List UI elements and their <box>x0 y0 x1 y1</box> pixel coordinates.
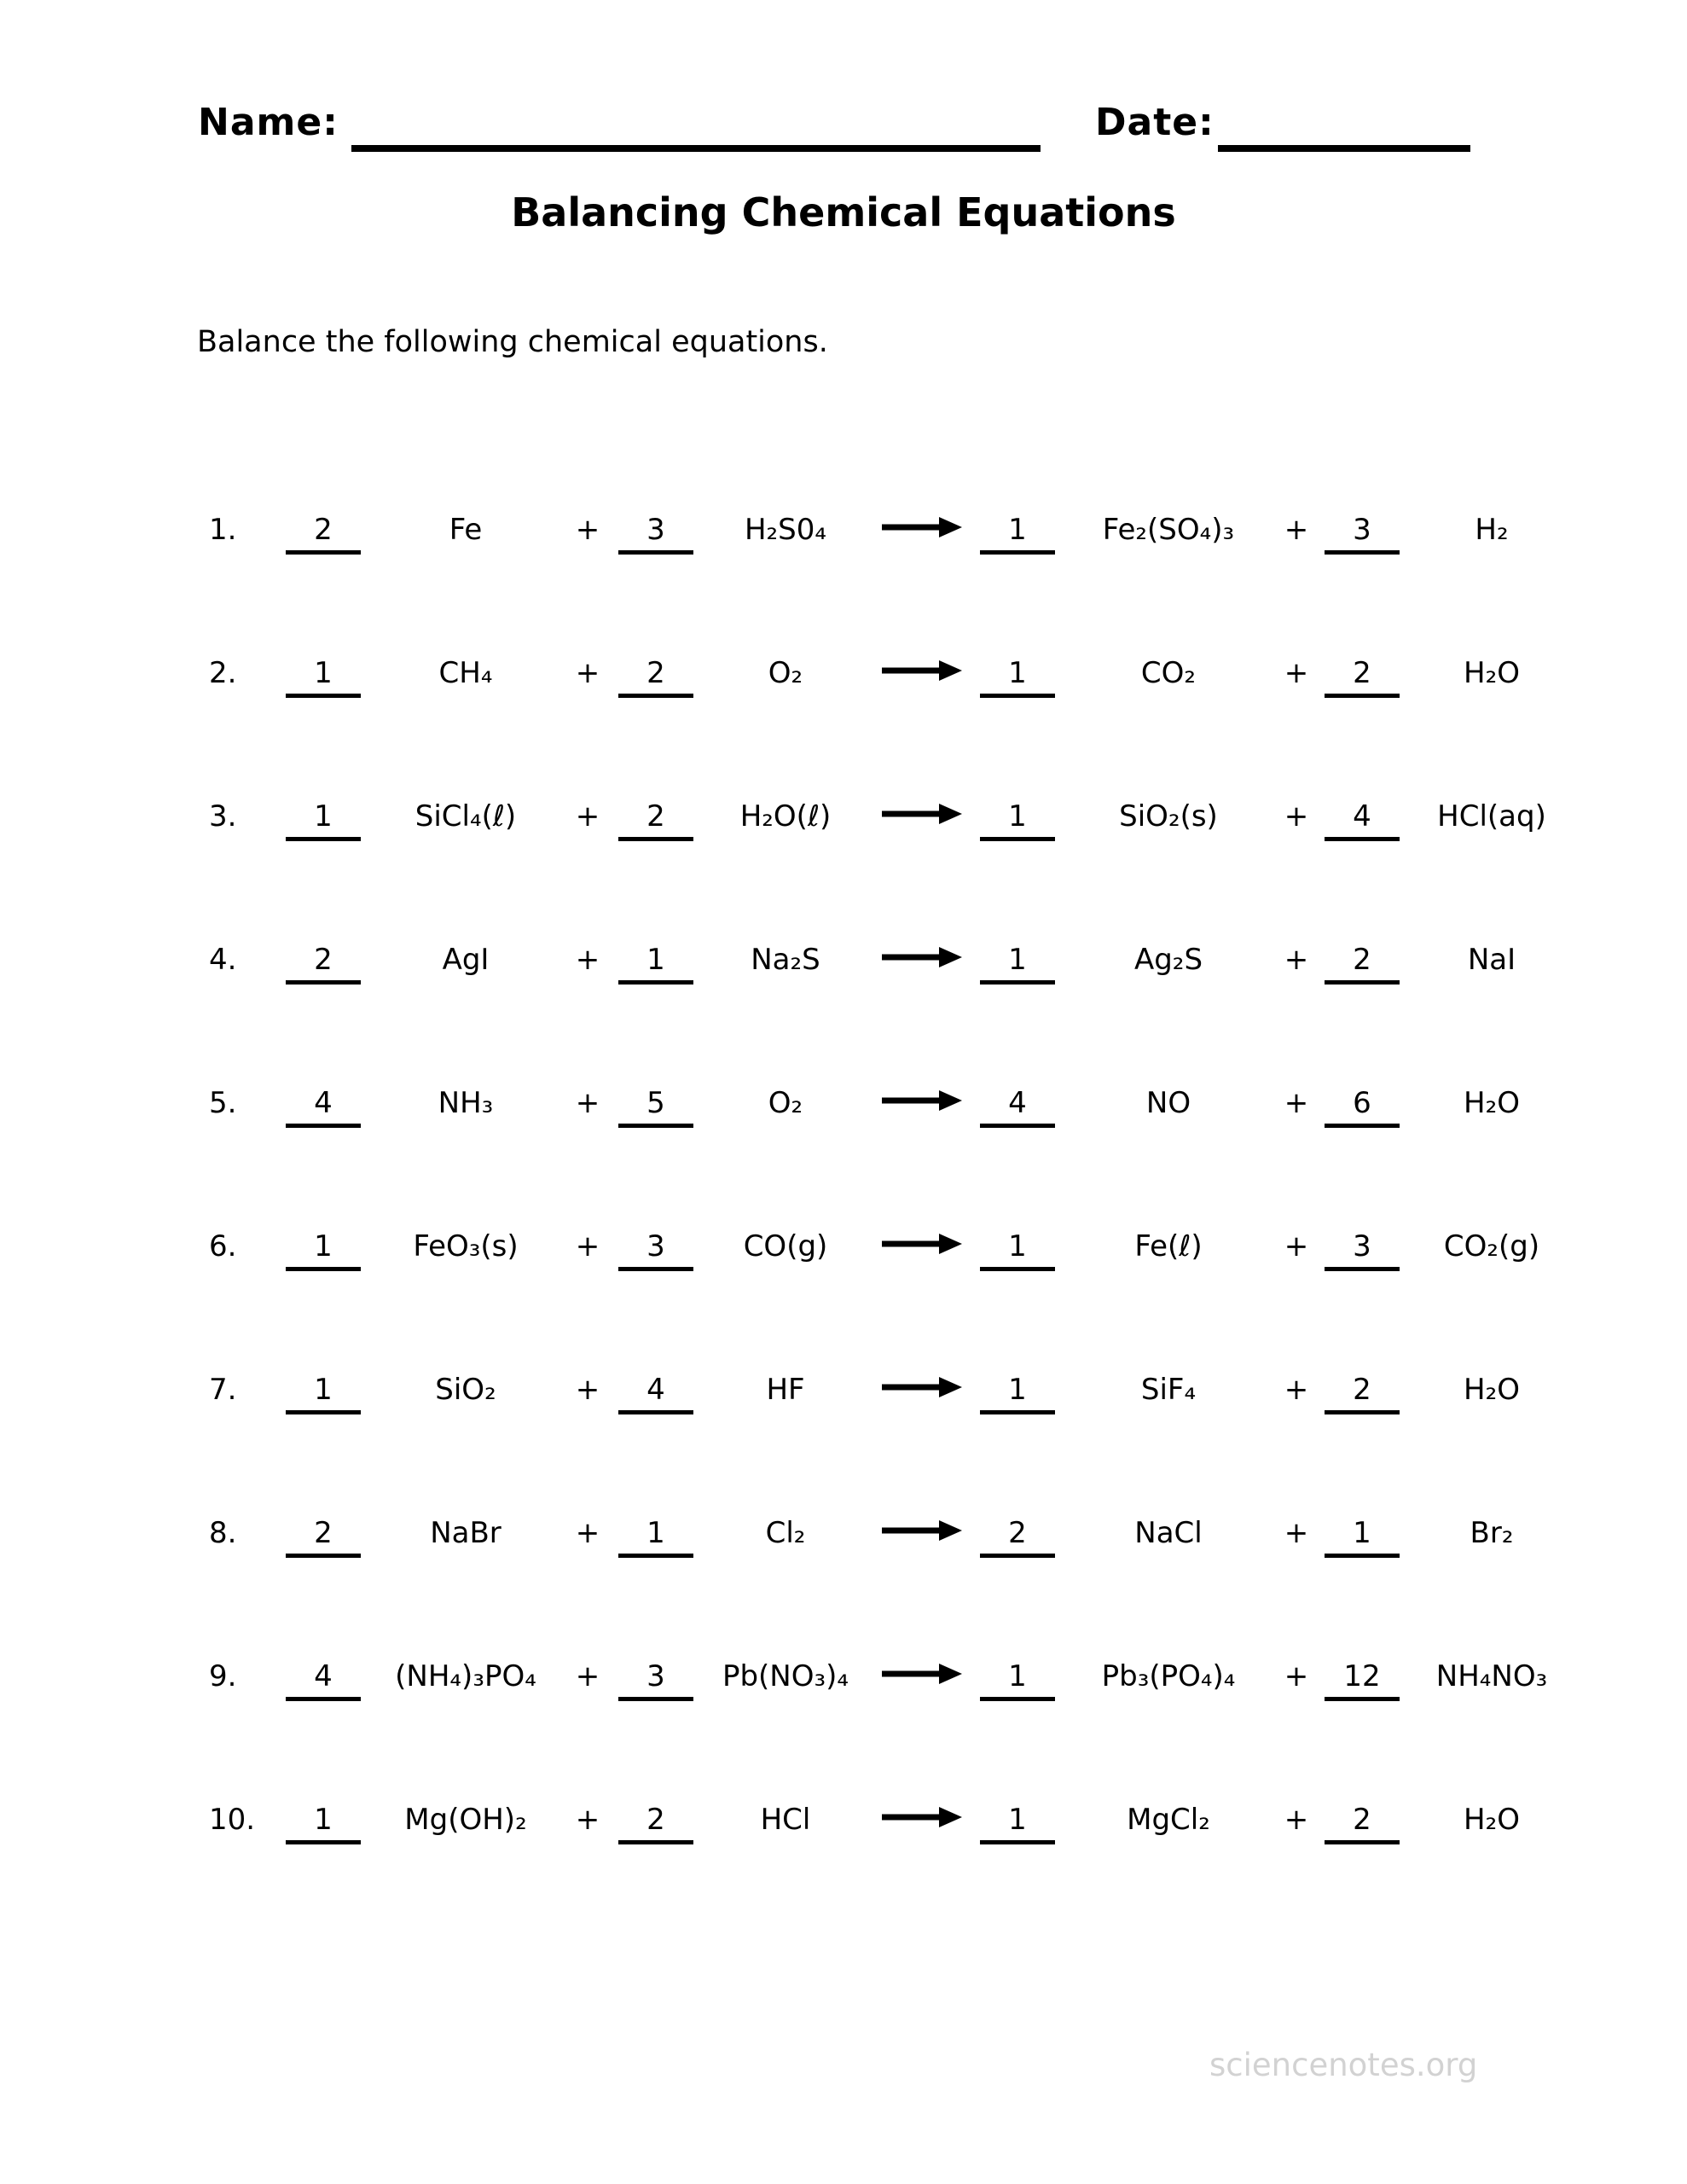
equation-row <box>209 1740 1577 1884</box>
plus-sign: + <box>1284 1229 1309 1263</box>
plus-sign: + <box>575 1086 600 1120</box>
plus-sign: + <box>575 1229 600 1263</box>
yields-arrow-icon <box>871 1232 973 1261</box>
equation-number: 5. <box>209 1086 237 1120</box>
name-label: Name: <box>198 101 339 144</box>
plus-sign: + <box>575 799 600 834</box>
coefficient-cell-product2 <box>1318 1803 1406 1837</box>
coefficient-cell-product1 <box>973 1803 1062 1837</box>
plus-sign: + <box>575 513 600 547</box>
coefficient-cell-reactant2 <box>612 513 700 547</box>
coefficient-cell-reactant1 <box>279 1659 368 1693</box>
coefficient-blank-product2[interactable]: 1 <box>1325 1519 1400 1558</box>
coefficient-blank-reactant2[interactable]: 1 <box>618 945 693 985</box>
coefficient-blank-product2[interactable]: 2 <box>1325 659 1400 698</box>
coefficient-blank-reactant1[interactable]: 1 <box>286 802 361 841</box>
coefficient-blank-product2[interactable]: 2 <box>1325 1805 1400 1844</box>
yields-arrow-icon <box>871 1519 973 1548</box>
coefficient-blank-reactant2[interactable]: 4 <box>618 1375 693 1414</box>
coefficient-blank-product1[interactable]: 1 <box>980 1662 1055 1701</box>
product1-formula: SiF₄ <box>1140 1373 1197 1407</box>
coefficient-cell-product2 <box>1318 943 1406 977</box>
yields-arrow-icon <box>871 515 973 544</box>
product2-formula: NH₄NO₃ <box>1435 1659 1548 1693</box>
coefficient-cell-product2 <box>1318 1229 1406 1263</box>
coefficient-blank-product2[interactable]: 4 <box>1325 802 1400 841</box>
equation-row <box>209 1310 1577 1454</box>
product2-formula: H₂ <box>1475 513 1509 547</box>
coefficient-blank-product2[interactable]: 2 <box>1325 1375 1400 1414</box>
coefficient-cell-product1 <box>973 1659 1062 1693</box>
coefficient-cell-reactant2 <box>612 1229 700 1263</box>
coefficient-cell-reactant2 <box>612 1373 700 1407</box>
product1-formula: Pb₃(PO₄)₄ <box>1101 1659 1236 1693</box>
reactant2-formula: Pb(NO₃)₄ <box>722 1659 849 1693</box>
coefficient-blank-product2[interactable]: 2 <box>1325 945 1400 985</box>
product1-formula: NO <box>1145 1086 1191 1120</box>
coefficient-blank-product1[interactable]: 2 <box>980 1519 1055 1558</box>
equation-number: 6. <box>209 1229 237 1263</box>
coefficient-blank-reactant2[interactable]: 3 <box>618 515 693 555</box>
reactant2-formula: H₂O(ℓ) <box>739 799 832 834</box>
reactant2-formula: HCl <box>760 1803 811 1837</box>
coefficient-blank-product1[interactable]: 1 <box>980 515 1055 555</box>
coefficient-cell-reactant2 <box>612 799 700 834</box>
reactant2-formula: Cl₂ <box>765 1516 806 1550</box>
coefficient-cell-reactant1 <box>279 943 368 977</box>
plus-sign: + <box>1284 1659 1309 1693</box>
reactant2-formula: Na₂S <box>751 943 820 977</box>
product2-formula: H₂O <box>1464 1803 1520 1837</box>
product1-formula: Fe₂(SO₄)₃ <box>1102 513 1235 547</box>
plus-sign: + <box>1284 1516 1309 1550</box>
plus-sign: + <box>575 1803 600 1837</box>
coefficient-blank-reactant1[interactable]: 4 <box>286 1662 361 1701</box>
coefficient-cell-reactant1 <box>279 1373 368 1407</box>
plus-sign: + <box>1284 1373 1309 1407</box>
product2-formula: CO₂(g) <box>1443 1229 1540 1263</box>
equation-number: 2. <box>209 656 237 690</box>
plus-sign: + <box>1284 656 1309 690</box>
reactant1-formula: CH₄ <box>438 656 493 690</box>
product2-formula: NaI <box>1467 943 1516 977</box>
equation-row <box>209 880 1577 1024</box>
reactant1-formula: Fe <box>449 513 483 547</box>
coefficient-blank-reactant1[interactable]: 1 <box>286 1805 361 1844</box>
coefficient-blank-product1[interactable]: 1 <box>980 1232 1055 1271</box>
equation-number: 10. <box>209 1803 256 1837</box>
plus-sign: + <box>575 656 600 690</box>
date-blank-line[interactable] <box>1218 145 1470 152</box>
plus-sign: + <box>575 1373 600 1407</box>
yields-arrow-icon <box>871 1375 973 1404</box>
coefficient-blank-reactant1[interactable]: 4 <box>286 1089 361 1128</box>
coefficient-cell-product1 <box>973 1516 1062 1550</box>
product1-formula: CO₂ <box>1140 656 1197 690</box>
coefficient-blank-reactant1[interactable]: 2 <box>286 515 361 555</box>
coefficient-cell-product2 <box>1318 799 1406 834</box>
equation-row <box>209 1024 1577 1167</box>
coefficient-cell-product1 <box>973 1229 1062 1263</box>
reactant1-formula: NH₃ <box>438 1086 494 1120</box>
coefficient-blank-reactant1[interactable]: 1 <box>286 1375 361 1414</box>
reactant1-formula: FeO₃(s) <box>413 1229 519 1263</box>
footer-watermark: sciencenotes.org <box>1209 2047 1478 2083</box>
coefficient-cell-product1 <box>973 1086 1062 1120</box>
coefficient-cell-reactant2 <box>612 656 700 690</box>
coefficient-cell-reactant1 <box>279 1516 368 1550</box>
equation-row <box>209 1454 1577 1597</box>
coefficient-blank-product2[interactable]: 3 <box>1325 1232 1400 1271</box>
product2-formula: H₂O <box>1464 1086 1520 1120</box>
yields-arrow-icon <box>871 1805 973 1834</box>
coefficient-blank-product2[interactable]: 12 <box>1325 1662 1400 1701</box>
name-blank-line[interactable] <box>351 145 1041 152</box>
yields-arrow-icon <box>871 802 973 831</box>
coefficient-cell-product2 <box>1318 1373 1406 1407</box>
reactant1-formula: SiO₂ <box>435 1373 496 1407</box>
coefficient-blank-reactant2[interactable]: 3 <box>618 1232 693 1271</box>
coefficient-blank-product1[interactable]: 1 <box>980 659 1055 698</box>
coefficient-blank-product1[interactable]: 1 <box>980 1375 1055 1414</box>
coefficient-blank-product2[interactable]: 6 <box>1325 1089 1400 1128</box>
plus-sign: + <box>575 943 600 977</box>
equation-number: 4. <box>209 943 237 977</box>
equation-number: 8. <box>209 1516 237 1550</box>
plus-sign: + <box>1284 1086 1309 1120</box>
date-label: Date: <box>1095 101 1215 144</box>
coefficient-blank-product2[interactable]: 3 <box>1325 515 1400 555</box>
plus-sign: + <box>1284 513 1309 547</box>
coefficient-blank-reactant1[interactable]: 1 <box>286 659 361 698</box>
coefficient-blank-reactant1[interactable]: 1 <box>286 1232 361 1271</box>
equation-row <box>209 1597 1577 1740</box>
coefficient-cell-product1 <box>973 799 1062 834</box>
coefficient-cell-reactant2 <box>612 1516 700 1550</box>
coefficient-blank-product1[interactable]: 4 <box>980 1089 1055 1128</box>
coefficient-cell-product1 <box>973 656 1062 690</box>
reactant2-formula: H₂S0₄ <box>744 513 827 547</box>
equation-number: 3. <box>209 799 237 834</box>
coefficient-blank-reactant2[interactable]: 2 <box>618 659 693 698</box>
product1-formula: NaCl <box>1134 1516 1203 1550</box>
yields-arrow-icon <box>871 945 973 974</box>
reactant1-formula: NaBr <box>430 1516 501 1550</box>
coefficient-blank-reactant2[interactable]: 2 <box>618 802 693 841</box>
product1-formula: Ag₂S <box>1133 943 1203 977</box>
coefficient-cell-reactant2 <box>612 1086 700 1120</box>
coefficient-cell-product2 <box>1318 1516 1406 1550</box>
coefficient-cell-reactant1 <box>279 513 368 547</box>
yields-arrow-icon <box>871 1662 973 1691</box>
coefficient-cell-reactant2 <box>612 1803 700 1837</box>
coefficient-cell-product2 <box>1318 513 1406 547</box>
equation-row <box>209 737 1577 880</box>
equation-number: 9. <box>209 1659 237 1693</box>
reactant2-formula: HF <box>766 1373 805 1407</box>
product2-formula: H₂O <box>1464 656 1520 690</box>
coefficient-blank-reactant2[interactable]: 1 <box>618 1519 693 1558</box>
coefficient-blank-reactant1[interactable]: 2 <box>286 1519 361 1558</box>
coefficient-cell-reactant1 <box>279 1086 368 1120</box>
coefficient-blank-reactant2[interactable]: 5 <box>618 1089 693 1128</box>
product2-formula: HCl(aq) <box>1437 799 1546 834</box>
equation-row <box>209 594 1577 737</box>
reactant2-formula: CO(g) <box>743 1229 828 1263</box>
plus-sign: + <box>1284 799 1309 834</box>
plus-sign: + <box>575 1659 600 1693</box>
product2-formula: Br₂ <box>1470 1516 1514 1550</box>
coefficient-cell-reactant2 <box>612 1659 700 1693</box>
product2-formula: H₂O <box>1464 1373 1520 1407</box>
coefficient-cell-product1 <box>973 1373 1062 1407</box>
coefficient-cell-reactant2 <box>612 943 700 977</box>
equation-number: 7. <box>209 1373 237 1407</box>
yields-arrow-icon <box>871 1089 973 1118</box>
coefficient-blank-reactant2[interactable]: 2 <box>618 1805 693 1844</box>
plus-sign: + <box>1284 1803 1309 1837</box>
plus-sign: + <box>575 1516 600 1550</box>
coefficient-cell-product1 <box>973 513 1062 547</box>
coefficient-cell-reactant1 <box>279 799 368 834</box>
product1-formula: MgCl₂ <box>1127 1803 1210 1837</box>
instructions-text: Balance the following chemical equations. <box>197 325 828 359</box>
equation-row <box>209 450 1577 594</box>
reactant2-formula: O₂ <box>768 656 803 690</box>
product1-formula: Fe(ℓ) <box>1134 1229 1203 1263</box>
coefficient-blank-product1[interactable]: 1 <box>980 1805 1055 1844</box>
coefficient-blank-reactant1[interactable]: 2 <box>286 945 361 985</box>
product1-formula: SiO₂(s) <box>1119 799 1218 834</box>
coefficient-blank-product1[interactable]: 1 <box>980 802 1055 841</box>
coefficient-cell-reactant1 <box>279 656 368 690</box>
coefficient-cell-reactant1 <box>279 1803 368 1837</box>
reactant2-formula: O₂ <box>768 1086 803 1120</box>
coefficient-cell-product2 <box>1318 1659 1406 1693</box>
coefficient-cell-product1 <box>973 943 1062 977</box>
yields-arrow-icon <box>871 659 973 688</box>
coefficient-blank-product1[interactable]: 1 <box>980 945 1055 985</box>
coefficient-cell-reactant1 <box>279 1229 368 1263</box>
coefficient-cell-product2 <box>1318 1086 1406 1120</box>
reactant1-formula: AgI <box>442 943 490 977</box>
coefficient-blank-reactant2[interactable]: 3 <box>618 1662 693 1701</box>
equation-list <box>209 450 1577 1884</box>
reactant1-formula: (NH₄)₃PO₄ <box>395 1659 536 1693</box>
coefficient-cell-product2 <box>1318 656 1406 690</box>
equation-number: 1. <box>209 513 237 547</box>
reactant1-formula: Mg(OH)₂ <box>404 1803 527 1837</box>
page-title: Balancing Chemical Equations <box>511 189 1176 235</box>
equation-row <box>209 1167 1577 1310</box>
reactant1-formula: SiCl₄(ℓ) <box>415 799 517 834</box>
plus-sign: + <box>1284 943 1309 977</box>
